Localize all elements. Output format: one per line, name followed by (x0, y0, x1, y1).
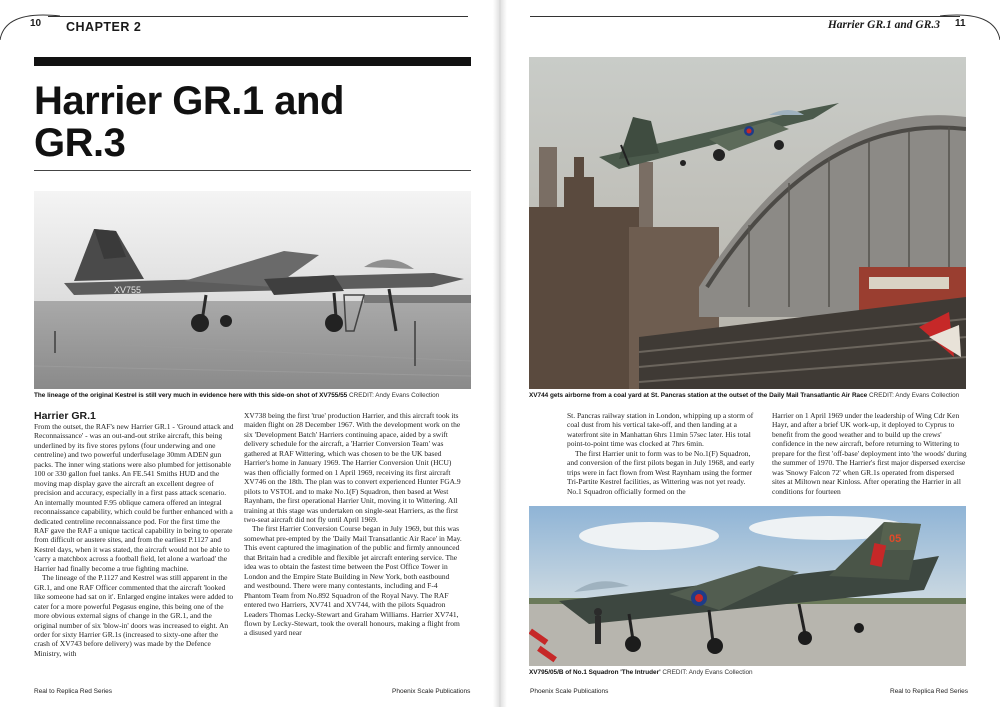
caption-top-right (529, 392, 969, 400)
right-page-number: 11 (955, 18, 966, 29)
title-bar (34, 57, 471, 66)
article-title-line2: GR.3 (34, 121, 126, 165)
photo-harrier-side-view (34, 191, 471, 389)
col2-paragraph-1: XV738 being the first 'true' production Harrier, and this aircraft took its maiden flight on 28 December 1967. With the development work on the six 'Development Batch' Harriers continuing apace, aided by a swift delivery schedule for the aircraft, a 'Harrier Conversion Team' was gathered at RAF Wittering, which was chosen to be the UK based Harrier's home in January 1969. The Harrier Conversion Unit (HCU) was then officially formed on 1 April 1969, receiving its first aircraft XV746 on the 18th. The plan was to convert experienced Hunter FGA.9 pilots to VSTOL and to make No.1(F) Squadron, then based at West Raynham, the first operational Harrier Unit, moving it to Wittering. All training at this stage was undertaken on single-seat Harriers, as the first two-seat aircraft did not fly until April 1969. (244, 411, 461, 524)
book-gutter (493, 0, 507, 707)
aircraft-code-label: XV755 (114, 285, 142, 295)
caption-top-left-text: The lineage of the original Kestrel is still very much in evidence here with this side-on shot of XV755/55 (34, 392, 348, 399)
right-header-rule (530, 16, 960, 17)
section-heading: Harrier GR.1 (34, 410, 96, 422)
caption-bottom-right-text: XV795/05/B of No.1 Squadron 'The Intruder' (529, 669, 661, 676)
left-page-number: 10 (30, 18, 42, 29)
caption-top-left (34, 392, 474, 400)
text-column-4 (772, 411, 967, 496)
photo-xv795-apron (529, 506, 966, 666)
right-corner-curl (940, 0, 1000, 40)
text-column-2 (244, 411, 462, 638)
running-head: Harrier GR.1 and GR.3 (827, 19, 940, 31)
caption-bottom-right-credit: CREDIT: Andy Evans Collection (662, 669, 753, 676)
chapter-label: CHAPTER 2 (66, 20, 142, 34)
title-rule (34, 170, 471, 171)
footer-left-publisher: Phoenix Scale Publications (392, 688, 471, 695)
article-title (34, 80, 344, 164)
footer-right-publisher: Phoenix Scale Publications (530, 688, 609, 695)
col1-paragraph-1: From the outset, the RAF's new Harrier GR.1 - 'Ground attack and Reconnaissance' - was an out-and-out strike aircraft, this being underlined by its five stores pylons (four underwing and one centreline) and two powerful underfuselage 30mm ADEN gun packs. The inner wing stations were also plumbed for jettisonable 100 or 330 gallon fuel tanks. An FE.541 Smiths HUD and the moving map display gave the aircraft an excellent degree of precision and accuracy, especially in a first pass attack scenario. An internally mounted F.95 oblique camera offered an integral reconnaissance capability, which could be further enhanced with a dedicated centreline reconnaissance pod. For the first time the RAF gave the RAF a unique tactical capability in being to operate from difficult or austere sites, and from the earliest P.1127 and Kestrel days, when it was stated, the aircraft would not be able to 'carry a matchbox across a football field, let alone a warload' the Harrier had finally become a true fighting machine. (34, 422, 234, 573)
col4-paragraph-1: Harrier on 1 April 1969 under the leadership of Wing Cdr Ken Hayr, and after a brief UK work-up, it deployed to Cyprus to benefit from the good weather and to build up the crews' confidence in the new aircraft, before returning to Wittering to prepare for the first 'off-base' deployment into 'the woods' during the summer of 1970. The Harrier's first major dispersed exercise was 'Snowy Falcon 72' when GR.1s operated from dispersed sites at Miltown near Kinloss. After operating the Harrier in all conditions for fourteen (772, 411, 967, 496)
footer-left-series: Real to Replica Red Series (34, 688, 113, 695)
col3-paragraph-1: St. Pancras railway station in London, whipping up a storm of coal dust from his vertical take-off, and then landing at a waterfront site in Manhattan 6hrs 11min 57sec later. His total point-to-point time was clocked at 7hrs 6min. (567, 411, 754, 449)
col2-paragraph-2: The first Harrier Conversion Course began in July 1969, but this was somewhat pre-empted by the 'Daily Mail Transatlantic Air Race' in May. This event captured the imagination of the public and firmly announced that Britain had a credible and flexible jet aircraft entering service. The idea was to obtain the fastest time between the Post Office Tower in London and the Empire State Building in New York, both eastbound and westbound. There were many contestants, including and F-4 Phantom Team from No.892 Squadron of the Royal Navy. The RAF entered two Harriers, XV741 and XV744, with the pilots Squadron Leaders Thomas Lecky-Stewart and Graham Williams. Harrier XV741, flown by Lecky-Stewart, took the overall honours, making a flight from a disused yard near (244, 524, 462, 638)
footer-right-series: Real to Replica Red Series (890, 688, 969, 695)
caption-top-left-credit: CREDIT: Andy Evans Collection (349, 392, 440, 399)
text-column-1 (34, 422, 234, 658)
caption-top-right-text: XV744 gets airborne from a coal yard at St. Pancras station at the outset of the Daily Mail Transatlantic Air Race (529, 392, 868, 399)
photo-st-pancras-takeoff (529, 57, 966, 389)
article-title-line1: Harrier GR.1 and (34, 79, 344, 123)
tail-code-label: 05 (889, 533, 902, 545)
col3-paragraph-2: The first Harrier unit to form was to be No.1(F) Squadron, and conversion of the first pilots began in July 1968, and early trips were in fact flown from West Raynham using the former Tri-Partite Kestrel facilities, as Wittering was not yet ready. No.1 Squadron officially formed on the (567, 448, 755, 496)
text-column-3 (567, 411, 757, 496)
caption-top-right-credit: CREDIT: Andy Evans Collection (869, 392, 960, 399)
caption-bottom-right (529, 669, 969, 677)
col1-paragraph-2: The lineage of the P.1127 and Kestrel was still apparent in the GR.1, and one RAF Officer commented that the aircraft 'looked like someone had sat on it'. Enlarged engine intakes were added to cater for a more powerful Pegasus engine, this being one of the more obvious external signs of change in the GR.1, and the original number of six 'blow-in' doors was increased to eight. An order for sixty Harrier GR.1s (increased to sixty-one after the crash of XV743 before delivery) was made by the Defence Ministry, with (34, 573, 234, 658)
